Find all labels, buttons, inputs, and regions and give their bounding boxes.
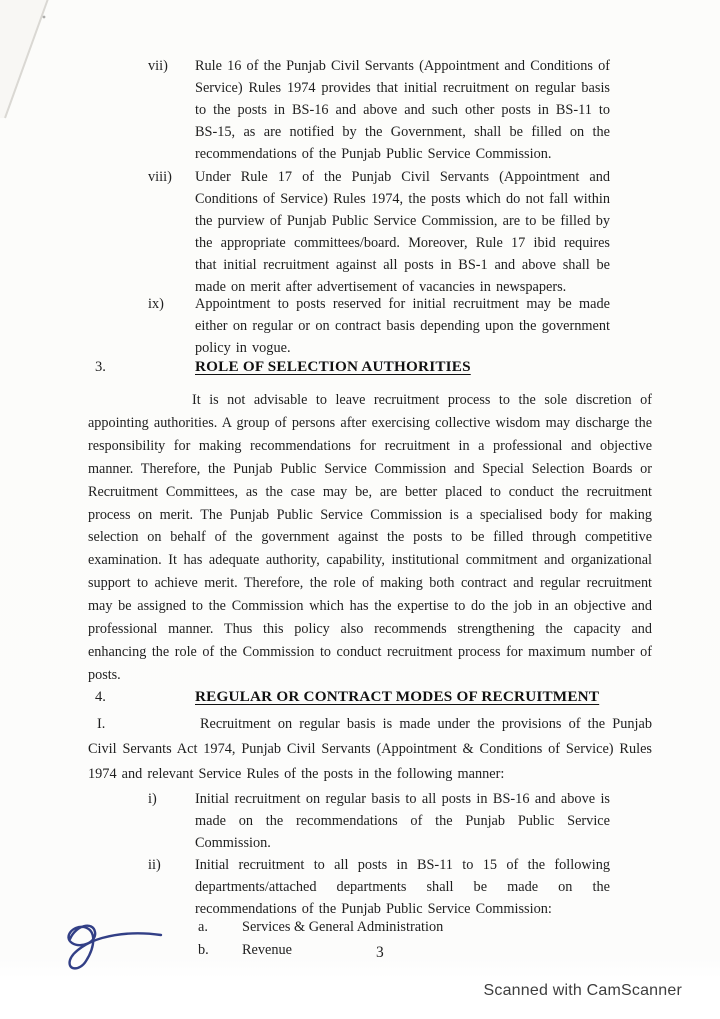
list-text: Initial recruitment to all posts in BS-11 to 15 of the following departments/attached departments shall be made on the recommendations of the Punjab Public Service Commission: <box>195 857 610 917</box>
list-marker: ii) <box>148 857 161 873</box>
letter-marker: b. <box>198 942 209 958</box>
list-item-ix <box>148 293 612 359</box>
section-heading: ROLE OF SELECTION AUTHORITIES <box>195 358 471 375</box>
section-number: 4. <box>95 689 106 705</box>
list-marker: viii) <box>148 169 172 185</box>
list-text: Under Rule 17 of the Punjab Civil Servants (Appointment and Conditions of Service) Rules 1974, the posts which do not fall within the purview of Punjab Public Service Commission, are to be filled by the appropriate committees/board. Moreover, Rule 17 ibid requires that initial recruitment against all posts in BS-1 and above shall be made on merit after advertisement of vacancies in newspapers. <box>195 169 610 295</box>
item-I-paragraph <box>88 712 652 788</box>
letter-item-a <box>198 916 443 938</box>
section-number: 3. <box>95 359 106 375</box>
list-text: Appointment to posts reserved for initial recruitment may be made either on regular or on contract basis depending upon the government policy in vogue. <box>195 296 610 356</box>
section-heading: REGULAR OR CONTRACT MODES OF RECRUITMENT <box>195 688 600 705</box>
list-marker: i) <box>148 791 157 807</box>
section-3-heading-row <box>88 356 654 377</box>
letter-text: Revenue <box>242 942 293 958</box>
section-3-paragraph: It is not advisable to leave recruitment process to the sole discretion of appointing authorities. A group of persons after exercising collective wisdom may discharge the responsibility for making recommendations for recruitment in a professional and objective manner. Therefore, the Punjab Public Service Commission and Special Selection Boards or Recruitment Committees, as the case may be, are better placed to conduct the recruitment process on merit. The Punjab Public Service Commission is a specialised body for making selection on behalf of the government against the posts to be filled through competitive examination. It has adequate authority, capability, institutional commitment and organizational support to achieve merit. Therefore, the role of making both contract and regular recruitment may be assigned to the Commission which has the expertise to do the job in an objective and professional manner. Thus this policy also recommends strengthening the capacity and enhancing the role of the Commission to conduct recruitment process for maximum number of posts. <box>88 392 652 683</box>
list-item-viii <box>148 166 612 298</box>
letter-text: Services & General Administration <box>242 919 444 935</box>
signature <box>40 912 168 987</box>
list-text: Rule 16 of the Punjab Civil Servants (Appointment and Conditions of Service) Rules 1974 provides that initial recruitment on regular basis to the posts in BS-16 and above and such other posts in BS-11 to BS-15, as are notified by the Government, shall be filled on the recommendations of the Punjab Public Service Commission. <box>195 58 610 162</box>
paper-crease-mark <box>0 0 70 125</box>
list-text: Initial recruitment on regular basis to all posts in BS-16 and above is made on the recommendations of the Punjab Public Service Commission. <box>195 791 610 851</box>
letter-marker: a. <box>198 919 208 935</box>
camscanner-credit: Scanned with CamScanner <box>483 982 682 999</box>
signature-ink-icon <box>40 912 168 982</box>
letter-item-b <box>198 939 292 961</box>
section-4-heading-row <box>88 686 654 707</box>
list-marker: ix) <box>148 296 164 312</box>
list-item-i <box>148 788 612 854</box>
page-number: 3 <box>376 944 384 961</box>
item-text: Recruitment on regular basis is made under the provisions of the Punjab Civil Servants Act 1974, Punjab Civil Servants (Appointment & Conditions of Service) Rules 1974 and relevant Service Rules of the posts in the following manner: <box>88 716 652 783</box>
list-item-ii <box>148 854 612 920</box>
list-item-vii <box>148 55 612 165</box>
list-marker: vii) <box>148 58 168 74</box>
item-marker: I. <box>97 716 106 732</box>
